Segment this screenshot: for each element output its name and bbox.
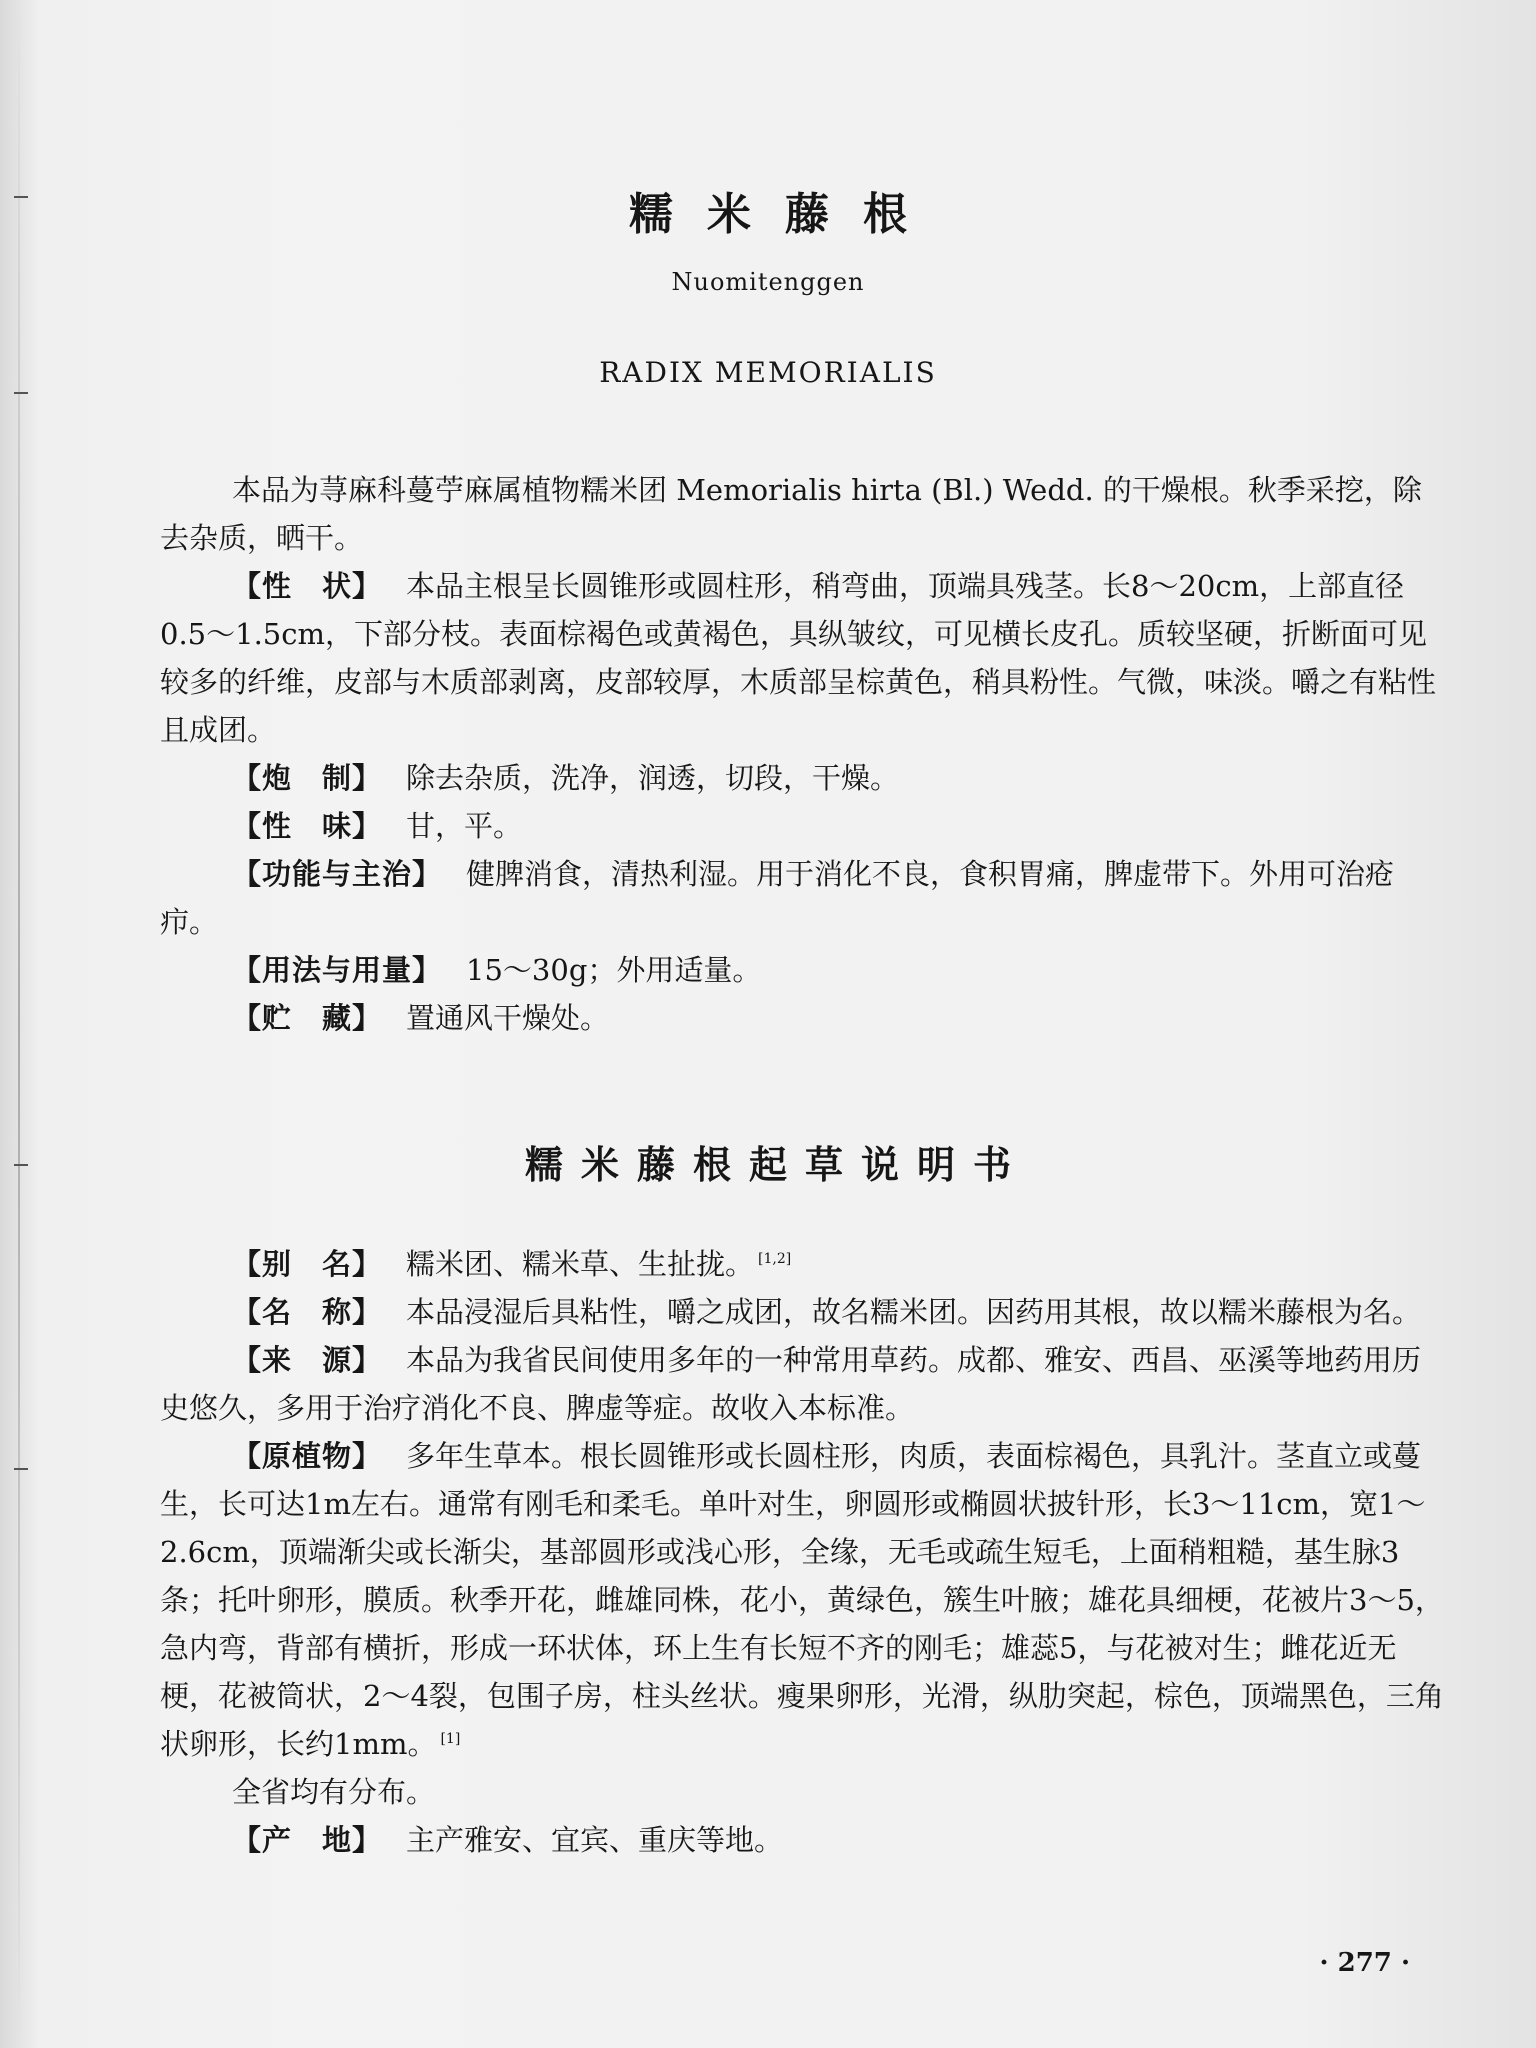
section-function — [160, 850, 1450, 946]
notes-body — [160, 1240, 1450, 1864]
page-title: 糯米藤根 — [629, 189, 941, 240]
section-storage — [160, 994, 1450, 1042]
section-text: 本品浸湿后具粘性，嚼之成团，故名糯米团。因药用其根，故以糯米藤根为名。 — [406, 1295, 1422, 1329]
section-taste — [160, 802, 1450, 850]
section-title: 糯米藤根起草说明书 — [524, 1142, 1029, 1187]
section-label: 【产 地】 — [232, 1823, 383, 1857]
section-plant — [160, 1432, 1450, 1768]
title-latin: RADIX MEMORIALIS — [599, 356, 937, 389]
section-label: 【性 状】 — [232, 569, 383, 603]
reference-mark: [1,2] — [758, 1251, 792, 1268]
binding-tick — [14, 392, 28, 394]
section-source — [160, 1336, 1450, 1432]
section-label: 【名 称】 — [232, 1295, 383, 1329]
section-label: 【用法与用量】 — [232, 953, 443, 987]
section-label: 【性 味】 — [232, 809, 383, 843]
section-appearance — [160, 562, 1450, 754]
section-dosage — [160, 946, 1450, 994]
reference-mark: [1] — [440, 1731, 461, 1748]
section-text: 本品为我省民间使用多年的一种常用草药。成都、雅安、西昌、巫溪等地药用历史悠久，多用于治疗消化不良、脾虚等症。故收入本标准。 — [160, 1343, 1422, 1425]
section-label: 【贮 藏】 — [232, 1001, 383, 1035]
section-text: 除去杂质，洗净，润透，切段，干燥。 — [406, 761, 900, 795]
intro-paragraph: 本品为荨麻科蔓苧麻属植物糯米团 Memorialis hirta (Bl.) Wedd. 的干燥根。秋季采挖，除去杂质，晒干。 — [160, 473, 1422, 555]
section-text: 本品主根呈长圆锥形或圆柱形，稍弯曲，顶端具残茎。长8～20cm，上部直径0.5～1.5cm，下部分枝。表面棕褐色或黄褐色，具纵皱纹，可见横长皮孔。质较坚硬，折断面可见较多的纤维，皮部与木质部剥离，皮部较厚，木质部呈棕黄色，稍具粉性。气微，味淡。嚼之有粘性且成团。 — [160, 569, 1437, 747]
binding-tick — [14, 1468, 28, 1470]
section-label: 【来 源】 — [232, 1343, 383, 1377]
binding-edge — [18, 0, 20, 2048]
section-name — [160, 1288, 1450, 1336]
section-text: 健脾消食，清热利湿。用于消化不良，食积胃痛，脾虚带下。外用可治疮疖。 — [160, 857, 1395, 939]
monograph-body — [160, 466, 1450, 1042]
section-label: 【炮 制】 — [232, 761, 383, 795]
section-label: 【原植物】 — [232, 1439, 383, 1473]
section-text: 主产雅安、宜宾、重庆等地。 — [406, 1823, 784, 1857]
section-text: 多年生草本。根长圆锥形或长圆柱形，肉质，表面棕褐色，具乳汁。茎直立或蔓生，长可达1m左右。通常有刚毛和柔毛。单叶对生，卵圆形或椭圆状披针形，长3～11cm，宽1～2.6cm，顶端渐尖或长渐尖，基部圆形或浅心形，全缘，无毛或疏生短毛，上面稍粗糙，基生脉3条；托叶卵形，膜质。秋季开花，雌雄同株，花小，黄绿色，簇生叶腋；雄花具细梗，花被片3～5，急内弯，背部有横折，形成一环状体，环上生有长短不齐的刚毛；雄蕊5，与花被对生；雌花近无梗，花被筒状，2～4裂，包围子房，柱头丝状。瘦果卵形，光滑，纵肋突起，棕色，顶端黑色，三角状卵形，长约1mm。 — [160, 1439, 1444, 1761]
section-label: 【别 名】 — [232, 1247, 383, 1281]
section-label: 【功能与主治】 — [232, 857, 443, 891]
section-alias — [160, 1240, 1450, 1288]
distribution-line: 全省均有分布。 — [232, 1775, 436, 1809]
section-text: 15～30g；外用适量。 — [466, 953, 762, 987]
section-processing — [160, 754, 1450, 802]
section-text: 置通风干燥处。 — [406, 1001, 610, 1035]
section-origin — [160, 1816, 1450, 1864]
title-pinyin: Nuomitenggen — [671, 268, 865, 296]
page-number: · 277 · — [1319, 1948, 1410, 1978]
section-text: 甘，平。 — [406, 809, 523, 843]
section-text: 糯米团、糯米草、生扯拢。 — [406, 1247, 755, 1281]
